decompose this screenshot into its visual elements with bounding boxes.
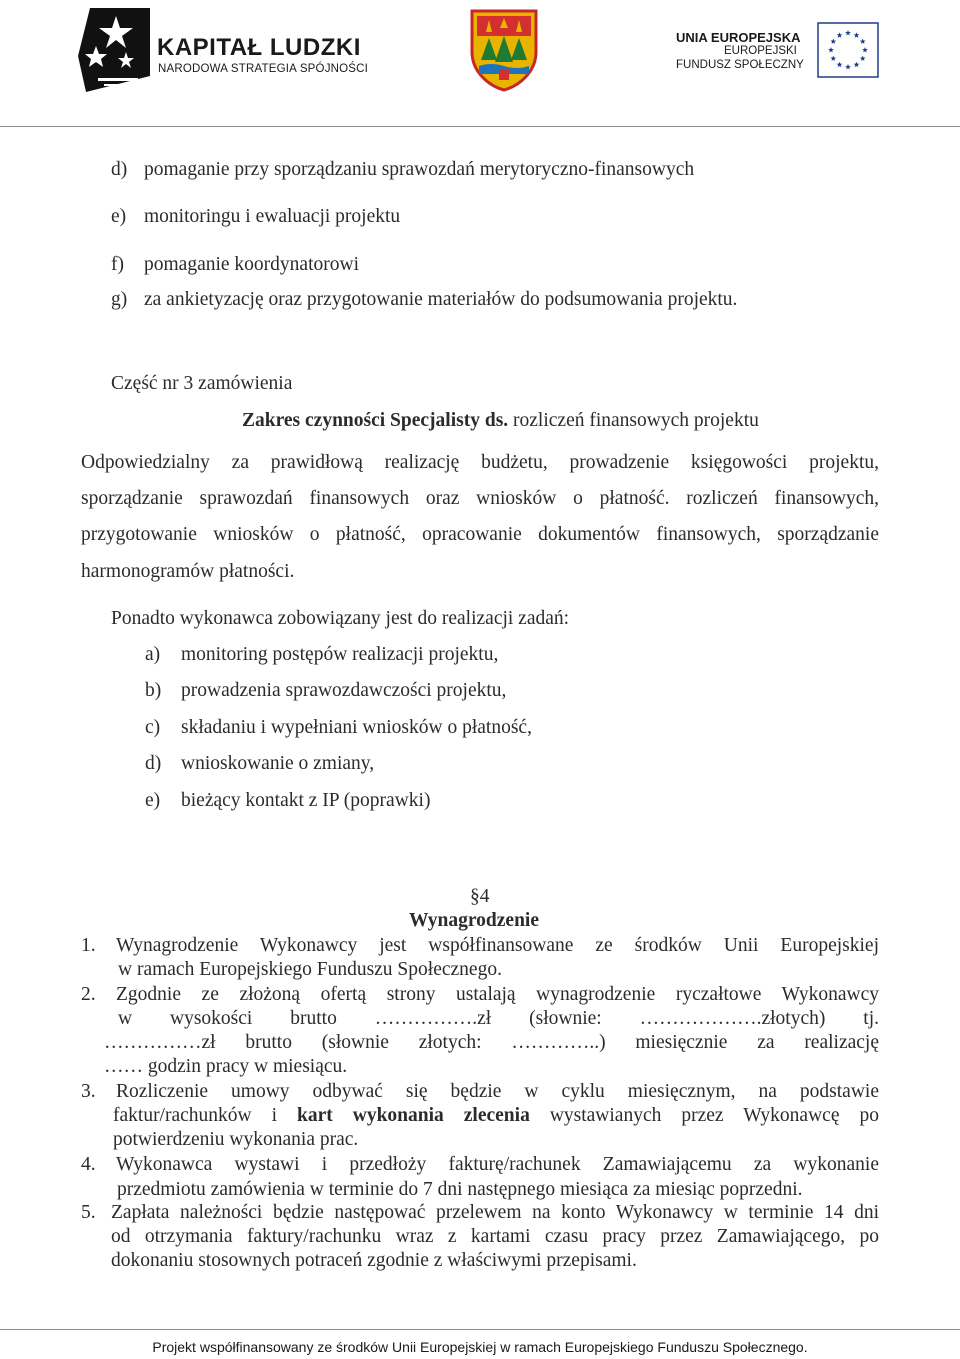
kapital-ludzki-logo-icon [76,6,152,96]
list-item: prowadzenia sprawozdawczości projektu, [181,680,507,701]
section-title: Wynagrodzenie [409,910,539,931]
item-line: Rozliczenie umowy odbywać się będzie w cyklu miesięcznym, na podstawie [116,1081,879,1102]
item-number: 4. [81,1154,96,1175]
part-title-rest: rozliczeń finansowych projektu [508,410,759,431]
list-item-marker: e) [145,790,161,811]
list-item-marker: c) [145,717,161,738]
part-heading: Część nr 3 zamówienia [111,373,293,394]
paragraph-line: Odpowiedzialny za prawidłową realizację budżetu, prowadzenie księgowości projektu, [81,452,879,473]
part-title [242,409,759,433]
kapital-ludzki-subtitle: NARODOWA STRATEGIA SPÓJNOŚCI [158,63,369,75]
item-line: przedmiotu zamówienia w terminie do 7 dni następnego miesiąca za miesiąc poprzedni. [117,1179,803,1200]
list-item-marker: f) [111,254,124,275]
item-number: 3. [81,1081,96,1102]
item-line: …… godzin pracy w miesiącu. [104,1056,348,1077]
footer-divider [0,1329,960,1330]
kapital-ludzki-title: KAPITAŁ LUDZKI [157,34,361,61]
part-title-bold: Zakres czynności Specjalisty ds. [242,410,509,431]
item-number: 5. [81,1202,96,1223]
item-line-bold: kart wykonania zlecenia [297,1105,530,1126]
item-line: Zgodnie ze złożoną ofertą strony ustalają wynagrodzenie ryczałtowe Wykonawcy [116,984,879,1005]
list-item: monitoringu i ewaluacji projektu [144,206,401,227]
item-line: Zapłata należności będzie następować przelewem na konto Wykonawcy w terminie 14 dni [111,1202,879,1223]
item-line: ……………zł brutto (słownie złotych: …………..) miesięcznie za realizację [104,1032,879,1053]
item-line-post: wystawianych przez Wykonawcę po [529,1105,879,1126]
ue-title: UNIA EUROPEJSKA [676,30,801,45]
paragraph-line: sporządzanie sprawozdań finansowych oraz wniosków o płatność. rozliczeń finansowych, [81,488,879,509]
item-line: od otrzymania faktury/rachunku wraz z kartami czasu pracy przez Zamawiającego, po [111,1226,879,1247]
paragraph-line: przygotowanie wniosków o płatność, opracowanie dokumentów finansowych, sporządzanie [81,524,879,545]
tasks-intro: Ponadto wykonawca zobowiązany jest do realizacji zadań: [111,608,570,629]
header-divider [0,126,960,127]
item-line-pre: faktur/rachunków i [113,1105,298,1126]
list-item: składaniu i wypełniani wniosków o płatność, [181,717,532,738]
list-item-marker: e) [111,206,127,227]
eu-flag-icon [817,22,879,78]
item-number: 2. [81,984,96,1005]
item-line: dokonaniu stosownych potraceń zgodnie z właściwymi przepisami. [111,1250,637,1271]
item-line: w wysokości brutto …………….zł (słownie: ……………….złotych) tj. [118,1008,879,1029]
item-line: w ramach Europejskiego Funduszu Społecznego. [118,959,502,980]
footer-text: Projekt współfinansowany ze środków Unii Europejskiej w ramach Europejskiego Funduszu Społecznego. [152,1339,808,1355]
item-line: Wynagrodzenie Wykonawcy jest współfinansowane ze środków Unii Europejskiej [116,935,879,956]
list-item-marker: d) [111,159,128,180]
ue-efs-line2: FUNDUSZ SPOŁECZNY [676,59,804,71]
list-item: wnioskowanie o zmiany, [181,753,375,774]
list-item-marker: g) [111,289,128,310]
list-item-marker: d) [145,753,162,774]
item-line: Wykonawca wystawi i przedłoży fakturę/rachunek Zamawiającemu za wykonanie [116,1154,879,1175]
item-number: 1. [81,935,96,956]
list-item-marker: a) [145,644,161,665]
list-item: monitoring postępów realizacji projektu, [181,644,499,665]
item-line: potwierdzeniu wykonania prac. [113,1129,359,1150]
list-item: za ankietyzację oraz przygotowanie materiałów do podsumowania projektu. [144,289,738,310]
list-item: bieżący kontakt z IP (poprawki) [181,790,431,811]
paragraph-line: harmonogramów płatności. [81,561,295,582]
item-line-with-bold [113,1104,879,1128]
section-number: §4 [470,886,490,907]
list-item-marker: b) [145,680,162,701]
list-item: pomaganie koordynatorowi [144,254,359,275]
coat-of-arms-icon [469,8,539,92]
list-item: pomaganie przy sporządzaniu sprawozdań merytoryczno-finansowych [144,159,695,180]
ue-efs-line1: EUROPEJSKI [724,45,797,57]
